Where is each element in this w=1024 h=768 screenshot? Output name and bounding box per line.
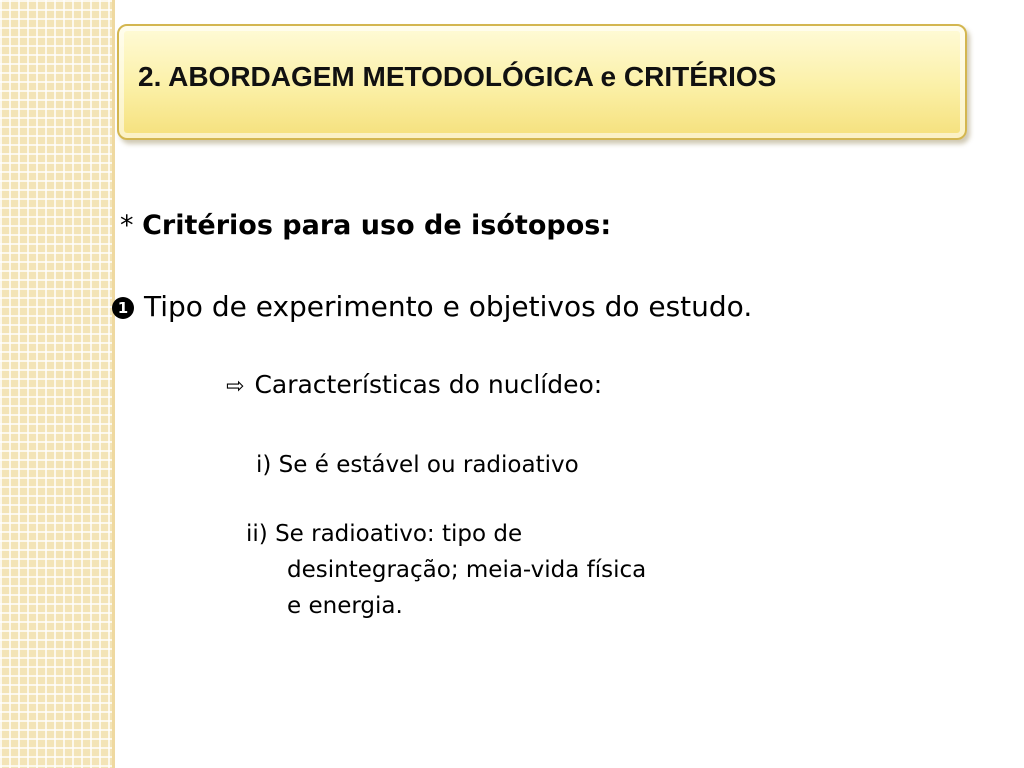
point-i: i) Se é estável ou radioativo (256, 452, 579, 478)
slide-title: 2. ABORDAGEM METODOLÓGICA e CRITÉRIOS (138, 61, 777, 92)
arrow-right-icon: ⇨ (226, 374, 245, 399)
point-ii-line-2: desintegração; meia-vida física (287, 557, 647, 583)
list-item-1 (112, 290, 752, 323)
asterisk-prefix: * (120, 210, 134, 241)
criteria-heading-text: Critérios para uso de isótopos: (142, 210, 612, 241)
list-item-1-text: Tipo de experimento e objetivos do estudo. (144, 290, 753, 323)
numbered-bullet-icon: 1 (112, 297, 134, 319)
point-ii-line-1: ii) Se radioativo: tipo de (246, 521, 523, 547)
point-ii (246, 516, 786, 624)
criteria-heading (120, 210, 611, 241)
side-border (112, 0, 115, 768)
sub-item-text: Características do nuclídeo: (254, 370, 603, 399)
sub-item (226, 370, 602, 399)
point-ii-line-3: e energia. (287, 593, 403, 619)
side-grid-pattern (0, 0, 112, 768)
